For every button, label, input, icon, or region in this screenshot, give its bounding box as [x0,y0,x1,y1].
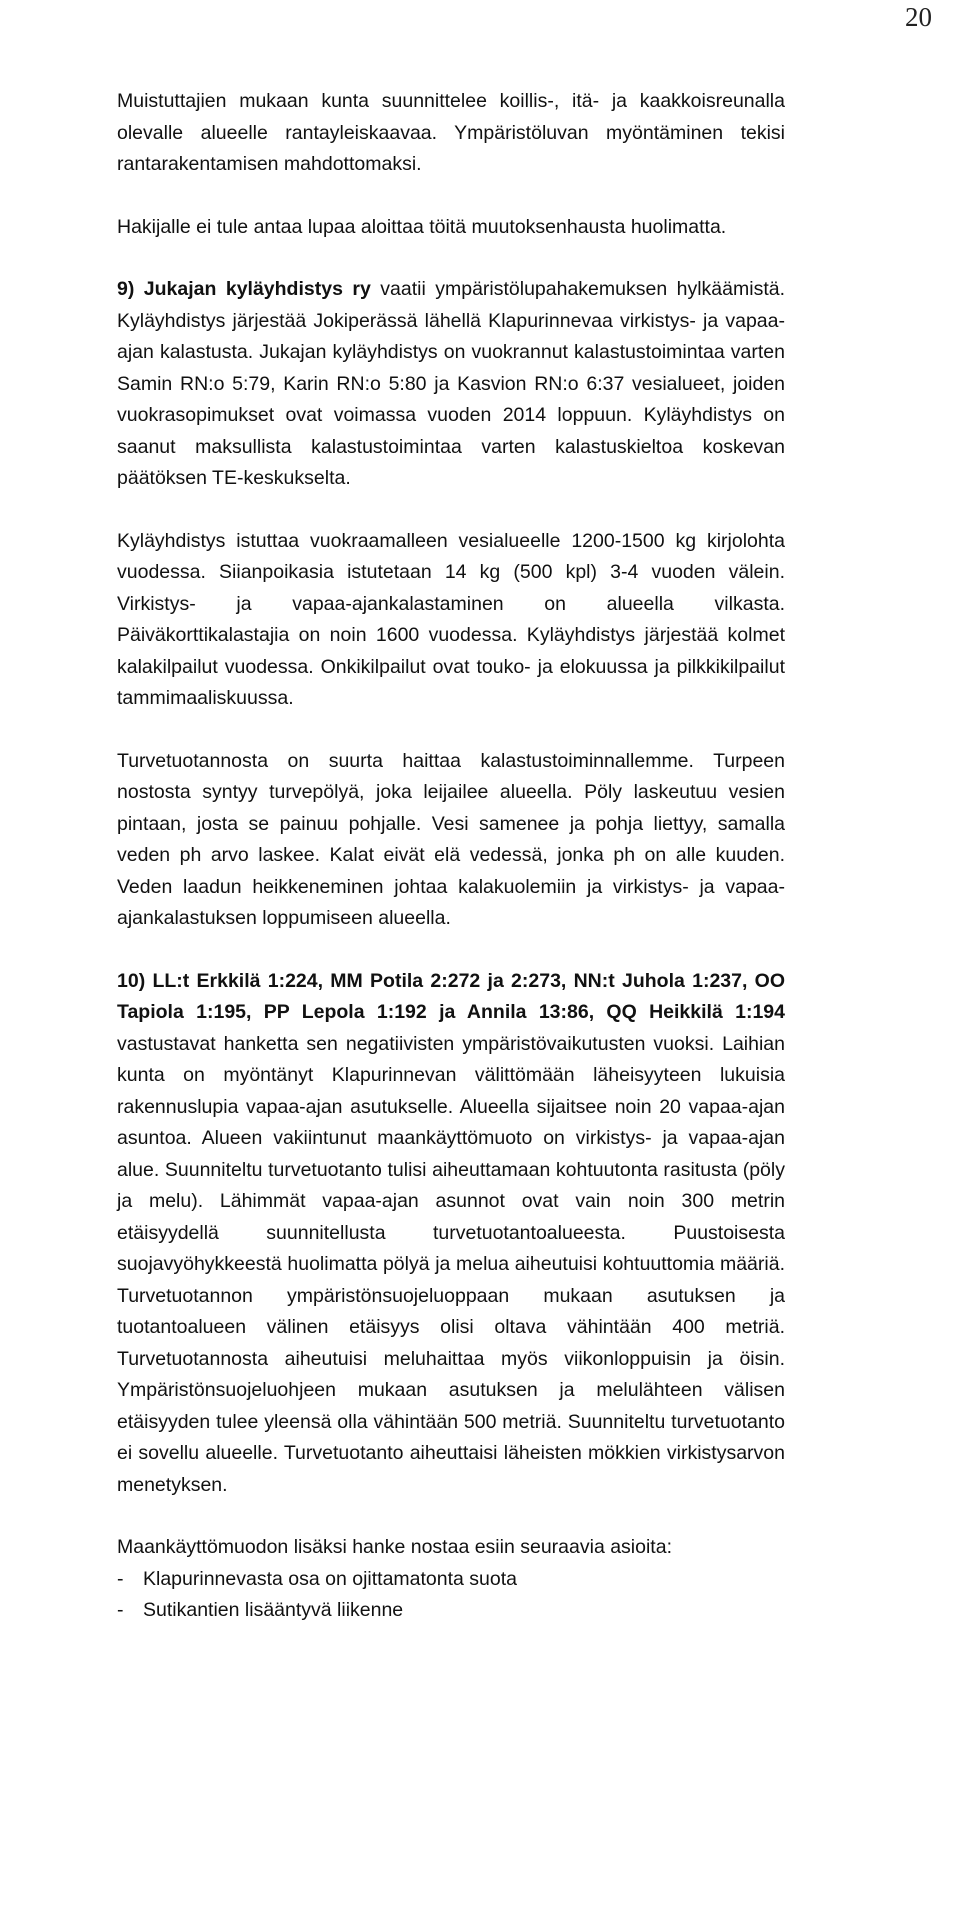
objector-name-10: 10) LL:t Erkkilä 1:224, MM Potila 2:272 ja 2:273, NN:t Juhola 1:237, OO Tapiola 1:195, PP Lepola 1:192 ja Annila 13:86, QQ Heikkilä 1:194 [117,969,785,1023]
page-number: 20 [905,2,932,32]
list-item [117,1595,785,1627]
paragraph-istutus: Kyläyhdistys istuttaa vuokraamalleen vesialueelle 1200-1500 kg kirjolohta vuodessa. Siianpoikasia istutetaan 14 kg (500 kpl) 3-4 vuoden välein. Virkistys- ja vapaa-ajankalastaminen on alueella vilkasta. Päiväkorttikalastajia on noin 1600 vuodessa. Kyläyhdistys järjestää kolmet kalakilpailut vuodessa. Onkikilpailut ovat touko- ja elokuussa ja pilkkikilpailut tammimaaliskuussa. [117,529,785,709]
list-item [117,1564,785,1596]
objector-text-9: vaatii ympäristölupahakemuksen hylkäämistä. Kyläyhdistys järjestää Jokiperässä lähellä Klapurinnevaa virkistys- ja vapaa-ajan kalastusta. Jukajan kyläyhdistys on vuokrannut kalastustoimintaa varten Samin RN:o 5:79, Karin RN:o 5:80 ja Kasvion RN:o 6:37 vesialueet, joiden vuokrasopimukset ovat voimassa vuoden 2014 loppuun. Kyläyhdistys on saanut maksullista kalastustoimintaa varten kalastuskieltoa koskevan päätöksen TE-keskukselta. [117,278,786,489]
list-dash: - [117,1567,124,1590]
paragraph-maanomistajat [117,966,785,1502]
paragraph-kylayhdistys [117,274,785,495]
list-dash: - [117,1599,124,1621]
objector-text-10: vastustavat hanketta sen negatiivisten ympäristövaikutusten vuoksi. Laihian kunta on myöntänyt Klapurinnevan välittömään läheisyyteen lukuisia rakennuslupia vapaa-ajan asutukselle. Alueella sijaitsee noin 20 vapaa-ajan asuntoa. Alueen vakiintunut maankäyttömuoto on virkistys- ja vapaa-ajan alue. Suunniteltu turvetuotanto tulisi aiheuttamaan kohtuutonta rasitusta (pöly ja melu). Lähimmät vapaa-ajan asunnot ovat vain noin 300 metrin etäisyydellä suunnitellusta turvetuotantoalueesta. Puustoisesta suojavyöhykkeestä huolimatta pölyä ja melua aiheutuisi kohtuuttomia määriä. Turvetuotannon ympäristönsuojeluoppaan mukaan asutuksen ja tuotantoalueen välinen etäisyys olisi oltava vähintään 400 metriä. Turvetuotannosta aiheutuisi meluhaittaa myös viikonloppuisin ja öisin. Ympäristönsuojeluohjeen mukaan asutuksen ja melulähteen välisen etäisyyden tulee yleensä olla vähintään 500 metriä. Suunniteltu turvetuotanto ei sovellu alueelle. Turvetuotanto aiheuttaisi läheisten mökkien virkistysarvon menetyksen. [117,1032,785,1496]
issues-list [117,1564,785,1627]
paragraph-turvetuotanto-haitta: Turvetuotannosta on suurta haittaa kalastustoiminnallemme. Turpeen nostosta syntyy turvepölyä, joka leijailee alueella. Pöly laskeutuu vesien pintaan, josta se painuu pohjalle. Vesi samenee ja pohja liettyy, samalla veden ph arvo laskee. Kalat eivät elä vedessä, jonka ph on alle kuuden. Veden laadun heikkeneminen johtaa kalakuolemiin ja virkistys- ja vapaa-ajankalastuksen loppumiseen alueella. [117,749,785,929]
document-body [117,86,785,1627]
paragraph-lupa: Hakijalle ei tule antaa lupaa aloittaa töitä muutoksenhausta huolimatta. [117,215,727,238]
list-item-text: Sutikantien lisääntyvä liikenne [143,1599,404,1621]
paragraph-maankaytto: Maankäyttömuodon lisäksi hanke nostaa esiin seuraavia asioita: [117,1536,672,1558]
list-item-text: Klapurinnevasta osa on ojittamatonta suota [143,1567,517,1590]
paragraph-rantayleiskaava: Muistuttajien mukaan kunta suunnittelee koillis-, itä- ja kaakkoisreunalla olevalle alueelle rantayleiskaavaa. Ympäristöluvan myöntäminen tekisi rantarakentamisen mahdottomaksi. [117,90,785,175]
objector-name-9: 9) Jukajan kyläyhdistys ry [117,278,371,300]
